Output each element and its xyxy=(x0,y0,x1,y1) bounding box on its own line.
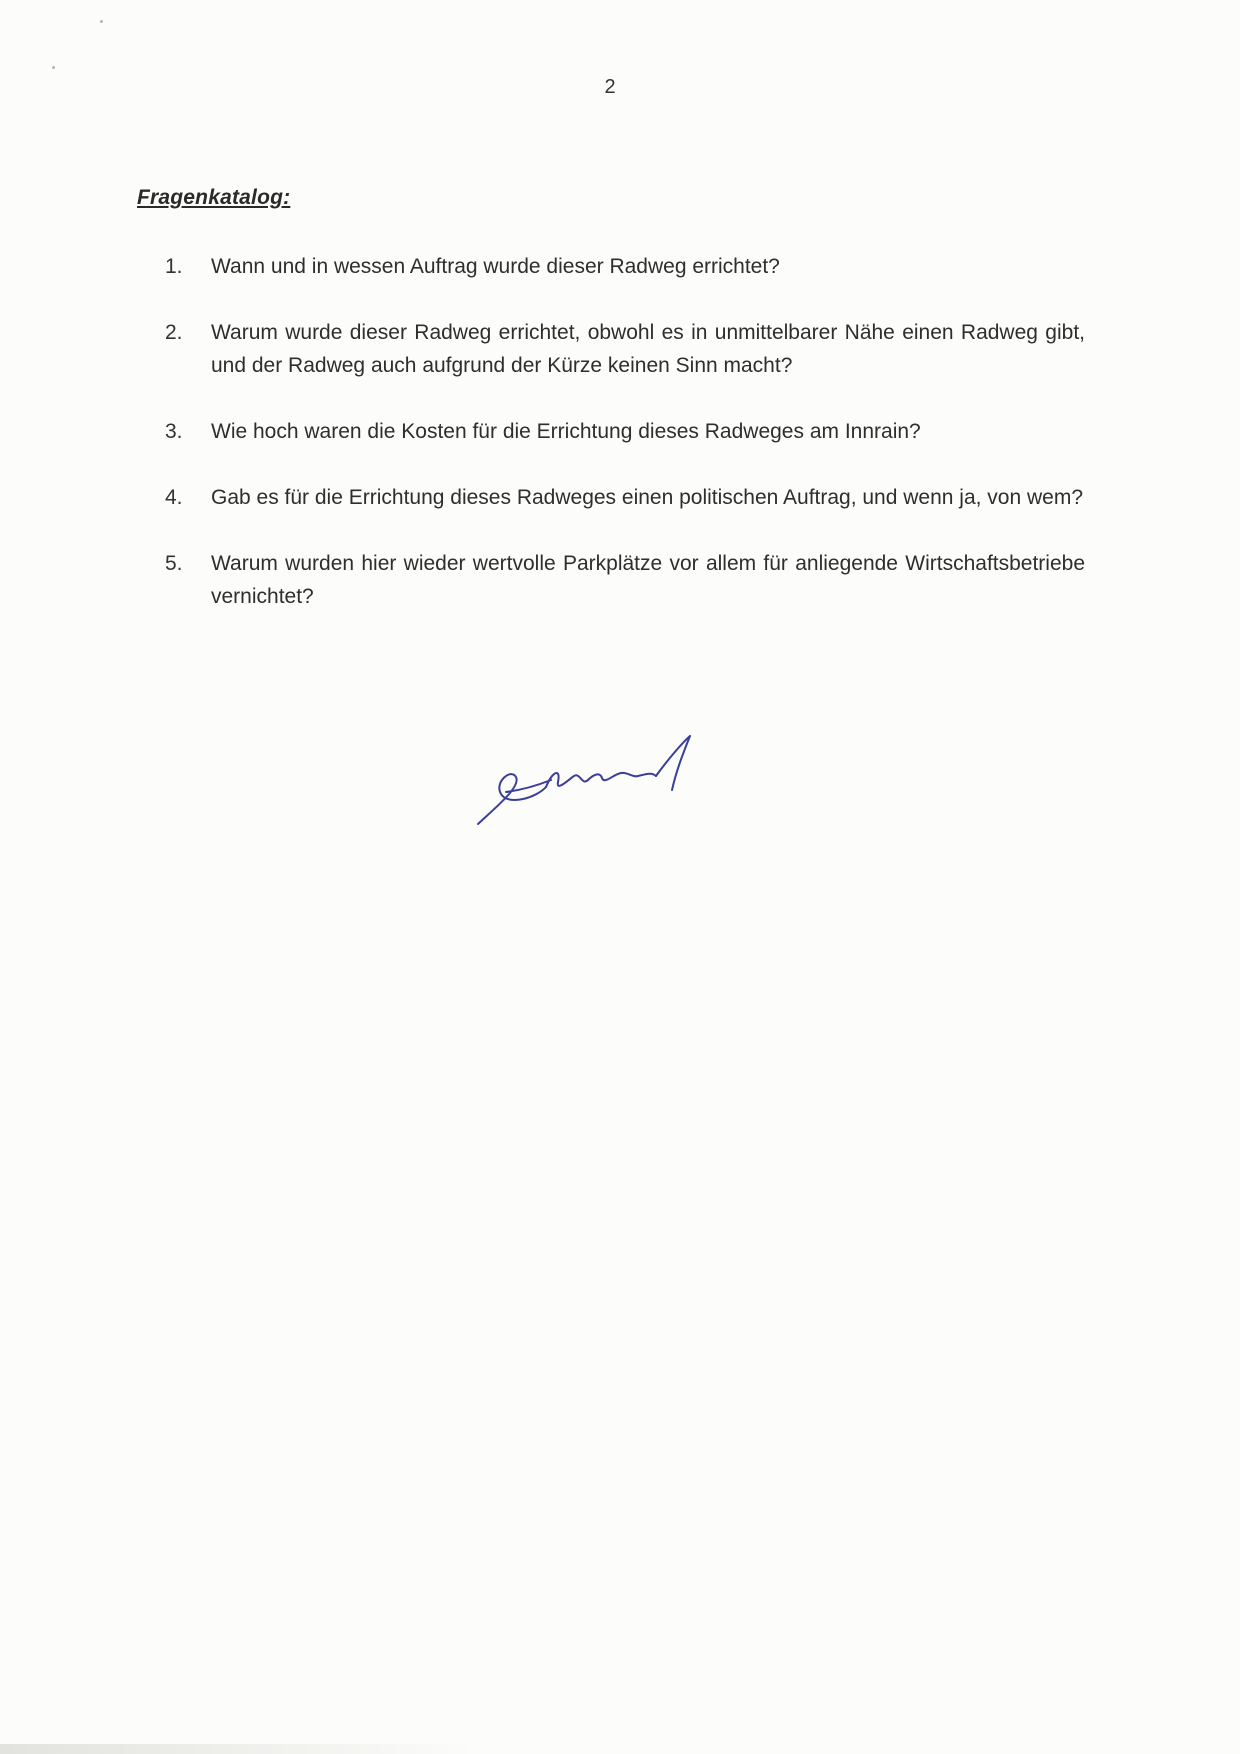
question-text: Warum wurden hier wieder wertvolle Parkplätze vor allem für anliegende Wirtschaftsbetriebe vernichtet? xyxy=(211,552,1085,608)
scan-speck xyxy=(52,66,55,69)
question-item xyxy=(165,415,1085,448)
signature-icon xyxy=(476,732,746,832)
scan-edge-shadow xyxy=(0,1744,480,1754)
page-number: 2 xyxy=(604,76,616,98)
section-heading: Fragenkatalog: xyxy=(137,186,291,209)
question-item xyxy=(165,547,1085,613)
question-list xyxy=(165,250,1085,646)
question-number: 4. xyxy=(165,486,183,509)
question-number: 3. xyxy=(165,420,183,443)
question-item xyxy=(165,250,1085,283)
question-item xyxy=(165,316,1085,382)
question-number: 5. xyxy=(165,552,183,575)
question-text: Gab es für die Errichtung dieses Radweges einen politischen Auftrag, und wenn ja, von wem? xyxy=(211,486,1084,509)
question-text: Wann und in wessen Auftrag wurde dieser Radweg errichtet? xyxy=(211,255,780,278)
question-text: Wie hoch waren die Kosten für die Errichtung dieses Radweges am Innrain? xyxy=(211,420,921,443)
question-number: 2. xyxy=(165,321,183,344)
question-number: 1. xyxy=(165,255,183,278)
question-text: Warum wurde dieser Radweg errichtet, obwohl es in unmittelbarer Nähe einen Radweg gibt, und der Radweg auch aufgrund der Kürze keinen Sinn macht? xyxy=(211,321,1085,377)
question-item xyxy=(165,481,1085,514)
scan-speck xyxy=(100,20,103,23)
